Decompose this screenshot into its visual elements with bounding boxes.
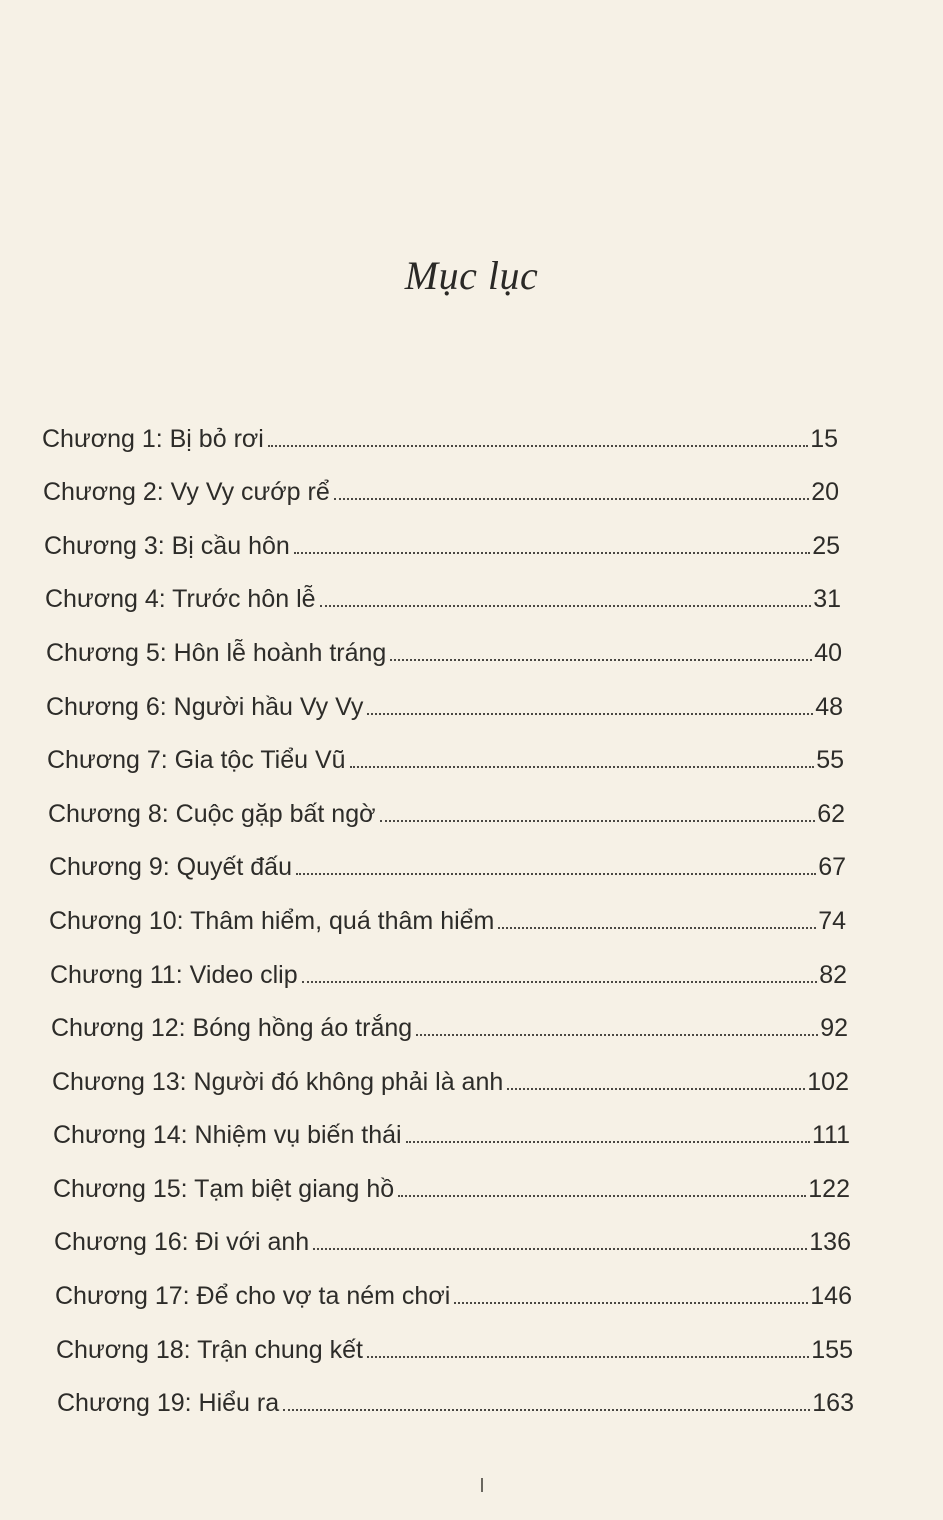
dot-leader xyxy=(334,498,809,500)
toc-entry-page: 67 xyxy=(818,853,846,881)
toc-entry-19 xyxy=(57,1384,854,1418)
dot-leader xyxy=(320,605,812,607)
toc-entry-page: 111 xyxy=(811,1121,850,1149)
toc-entry-label: Chương 2: Vy Vy cướp rể xyxy=(43,478,330,506)
toc-entry-label: Chương 16: Đi với anh xyxy=(54,1228,310,1256)
toc-entry-page: 163 xyxy=(812,1389,854,1417)
toc-entry-10 xyxy=(49,902,846,936)
toc-entry-3 xyxy=(44,527,840,561)
toc-entry-page: 62 xyxy=(817,800,845,828)
toc-entry-page: 55 xyxy=(816,746,844,774)
dot-leader xyxy=(454,1302,808,1304)
toc-entry-label: Chương 14: Nhiệm vụ biến thái xyxy=(53,1121,402,1149)
toc-entry-7 xyxy=(47,741,844,775)
dot-leader xyxy=(283,1409,810,1411)
print-mark xyxy=(481,1478,483,1492)
toc-entry-page: 122 xyxy=(808,1175,850,1203)
toc-entry-2 xyxy=(43,473,839,507)
dot-leader xyxy=(268,445,808,447)
toc-entry-page: 146 xyxy=(810,1282,852,1310)
toc-entry-label: Chương 4: Trước hôn lễ xyxy=(45,585,316,613)
toc-entry-label: Chương 8: Cuộc gặp bất ngờ xyxy=(48,800,376,828)
toc-entry-page: 82 xyxy=(819,961,847,989)
toc-entry-page: 25 xyxy=(812,532,840,560)
toc-entry-6 xyxy=(46,688,843,722)
toc-entry-label: Chương 6: Người hầu Vy Vy xyxy=(46,693,364,721)
toc-entry-12 xyxy=(51,1009,848,1043)
toc-entry-page: 102 xyxy=(807,1068,849,1096)
toc-entry-18 xyxy=(56,1331,853,1365)
toc-entry-label: Chương 5: Hôn lễ hoành tráng xyxy=(46,639,387,667)
toc-entry-label: Chương 10: Thâm hiểm, quá thâm hiểm xyxy=(49,907,495,935)
toc-entry-label: Chương 17: Để cho vợ ta ném chơi xyxy=(55,1282,451,1310)
toc-entry-label: Chương 15: Tạm biệt giang hồ xyxy=(53,1175,395,1203)
toc-entry-page: 20 xyxy=(811,478,839,506)
dot-leader xyxy=(313,1248,807,1250)
dot-leader xyxy=(507,1088,805,1090)
toc-entry-label: Chương 9: Quyết đấu xyxy=(49,853,292,881)
toc-entry-page: 92 xyxy=(820,1014,848,1042)
toc-entry-label: Chương 1: Bị bỏ rơi xyxy=(42,425,264,453)
toc-entry-15 xyxy=(53,1170,850,1204)
toc-entry-9 xyxy=(49,848,846,882)
toc-entry-page: 48 xyxy=(815,693,843,721)
toc-entry-label: Chương 12: Bóng hồng áo trắng xyxy=(51,1014,413,1042)
dot-leader xyxy=(302,981,818,983)
toc-entry-page: 74 xyxy=(818,907,846,935)
toc-entry-label: Chương 3: Bị cầu hôn xyxy=(44,532,290,560)
dot-leader xyxy=(294,552,810,554)
toc-entry-label: Chương 7: Gia tộc Tiểu Vũ xyxy=(47,746,346,774)
toc-entry-label: Chương 13: Người đó không phải là anh xyxy=(52,1068,504,1096)
toc-entry-8 xyxy=(48,795,845,829)
toc-entry-page: 155 xyxy=(811,1336,853,1364)
toc-entry-17 xyxy=(55,1277,852,1311)
toc-entry-label: Chương 19: Hiểu ra xyxy=(57,1389,280,1417)
dot-leader xyxy=(367,1356,809,1358)
dot-leader xyxy=(296,873,816,875)
toc-entry-page: 40 xyxy=(814,639,842,667)
dot-leader xyxy=(398,1195,806,1197)
toc-entry-page: 15 xyxy=(810,425,838,453)
dot-leader xyxy=(380,820,816,822)
dot-leader xyxy=(498,927,816,929)
toc-entry-5 xyxy=(46,634,842,668)
dot-leader xyxy=(390,659,812,661)
toc-entry-page: 31 xyxy=(813,585,841,613)
toc-entry-page: 136 xyxy=(809,1228,851,1256)
dot-leader xyxy=(367,713,813,715)
toc-entry-11 xyxy=(50,956,847,990)
page-title: Mục lục xyxy=(404,253,539,298)
toc-entry-14 xyxy=(53,1116,850,1150)
dot-leader xyxy=(350,766,815,768)
toc-entry-16 xyxy=(54,1223,851,1257)
dot-leader xyxy=(406,1141,810,1143)
toc-entry-label: Chương 18: Trận chung kết xyxy=(56,1336,363,1364)
toc-entry-label: Chương 11: Video clip xyxy=(50,961,298,989)
toc-entry-13 xyxy=(52,1063,849,1097)
toc-entry-4 xyxy=(45,580,841,614)
toc-entry-1 xyxy=(42,420,838,454)
dot-leader xyxy=(416,1034,818,1036)
